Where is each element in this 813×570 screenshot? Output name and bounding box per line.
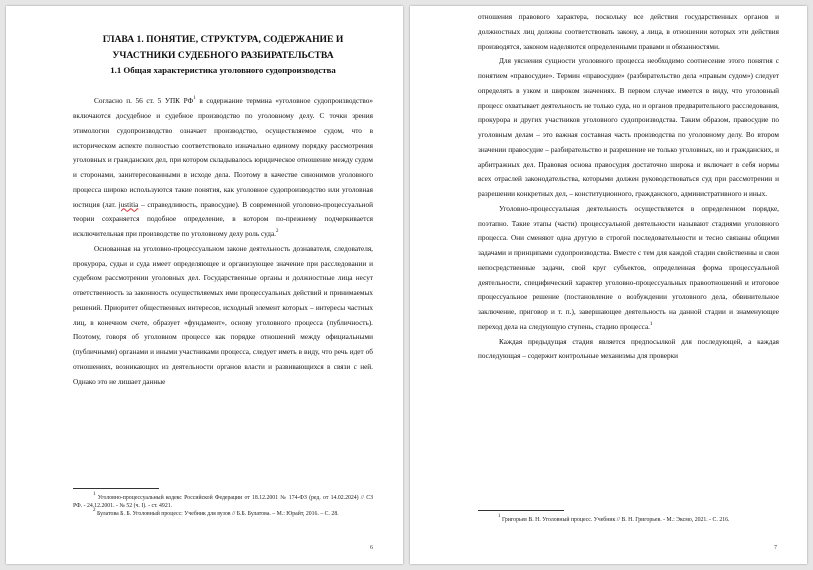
paragraph: отношения правового характера, поскольку все действия государственных органов и должностных лиц должны соответствовать закону, а лица, в отношении которых эти действия производятся, законом наделяются определенными правами и обязанностями.	[478, 13, 779, 51]
paragraph: Для уяснения сущности уголовного процесса необходимо соотнесение этого понятия с понятием «правосудие». Термин «правосудие» (разбирательство дела «правым судом») следует определять в узком и широком значениях. В первом случае имеется в виду, что уголовный процесс охватывает деятельность не только суда, но и органов предварительного расследования, прокурора и других участников уголовного судопроизводства. Таким образом, правосудие по уголовным делам – это важная составная часть производства по уголовному делу. Во втором значении правосудие – разбирательство и разрешение не только уголовных, но и гражданских, и арбитражных дел. Правовая основа правосудия достаточно широка и включает в себя нормы всех отраслей законодательства, которыми должен руководствоваться суд при рассмотрении и разрешении конкретных дел, – конституционного, гражданского, административного и иных.	[478, 57, 779, 198]
footnote-separator	[478, 510, 564, 511]
paragraph: Каждая предыдущая стадия является предпосылкой для последующей, а каждая последующая – содержит контрольные механизмы для проверки	[478, 337, 779, 361]
footnote: $^2$ Булатова Б. Б. Уголовный процесс: Учебник для вузов // Б.Б. Булатова. – М.: Юрайт, 2016. – С. 28.	[93, 508, 339, 517]
paragraph: Согласно п. 56 ст. 5 УПК $РФ^1$ в содержание термина «уголовное судопроизводство» включаются досудебное и судебное производство по уголовному делу. С точки зрения этимологии судопроизводство означает производство, осуществляемое судом, что в историческом аспекте полностью соответствовало изначально единому порядку рассмотрения уголовных и гражданских дел, при котором складывалось юридическое отношение между судом и сторонами, заинтересованными в исходе дела. Поэтому в качестве синонимов уголовного процесса широко используются такие понятия, как уголовное судопроизводство или уголовная юстиция (лат. justitia – справедливость, правосудие). В современной уголовно-процессуальной теории сохраняется подобное определение, в котором по-прежнему подчеркивается исключительная при производстве по уголовному делу роль суда.$^2$	[73, 96, 374, 239]
page-number: 6	[370, 545, 373, 551]
spelling-error-mark[interactable]: justitia	[118, 200, 139, 209]
section-heading: 1.1 Общая характеристика уголовного судопроизводства	[110, 65, 336, 76]
chapter-heading: ГЛАВА 1. ПОНЯТИЕ, СТРУКТУРА, СОДЕРЖАНИЕ И УЧАСТНИКИ СУДЕБНОГО РАЗБИРАТЕЛЬСТВА	[102, 34, 344, 62]
page-body	[478, 10, 779, 364]
footnote: $^1$ Уголовно-процессуальный кодекс Российской Федерации от 18.12.2001 № 174-ФЗ (ред. от 14.02.2024) // СЗ РФ. - 24.12.2001. - № 52 (ч. I). - ст. 4921.	[73, 492, 373, 509]
page-number: 7	[774, 545, 777, 551]
footnote-separator	[73, 488, 159, 489]
paragraph: Основанная на уголовно-процессуальном законе деятельность дознавателя, следователя, прокурора, судьи и суда имеет определяющее и организующее значение при расследовании и судебном рассмотрении уголовных дел. Государственные органы и должностные лица несут ответственность за законность осуществляемых ими процессуальных действий и принимаемых решений. Приоритет общественных интересов, исходный элемент которых – интересы частных лиц, в конечном счете, образует «фундамент», основу уголовного процесса (публичность). Поэтому, говоря об уголовном процессе как порядке отношений между официальными (публичными) органами и иными участниками процесса, следует иметь в виду, что речь идет об отношениях, возникающих из деятельности органов власти и развивающихся в связи с ней. Однако это не лишает данные	[73, 244, 373, 386]
document-page-7	[410, 6, 807, 564]
page-body	[73, 32, 373, 389]
footnote: $^1$ Григорьев В. Н. Уголовный процесс. Учебник // В. Н. Григорьев. - М.: Эксмо, 2021. - С. 216.	[498, 514, 730, 523]
footnote-ref[interactable]: 1	[649, 321, 653, 327]
paragraph: Уголовно-процессуальная деятельность осуществляется в определенном порядке, поэтапно. Такие этапы (части) процессуальной деятельности называют стадиями уголовного процесса. Они сменяют одна другую в строгой последовательности и тесно связаны общими задачами и принципами судопроизводства. Вместе с тем для каждой стадии свойственны и свои непосредственные задачи, свой круг субъектов, определенная форма процессуальной деятельности, специфический характер уголовно-процессуальных правоотношений и итоговое процессуальное решение (постановление о возбуждении уголовного дела, обвинительное заключение, приговор и т. п.), завершающее деятельность на данной стадии и знаменующее переход дела на следующую ступень, стадию процесса.$^1$	[478, 204, 779, 331]
footnote-ref[interactable]: 1	[193, 96, 196, 102]
document-page-6	[6, 6, 403, 564]
footnote-ref[interactable]: 2	[276, 229, 279, 235]
footnotes	[478, 510, 779, 524]
footnotes	[73, 488, 373, 518]
